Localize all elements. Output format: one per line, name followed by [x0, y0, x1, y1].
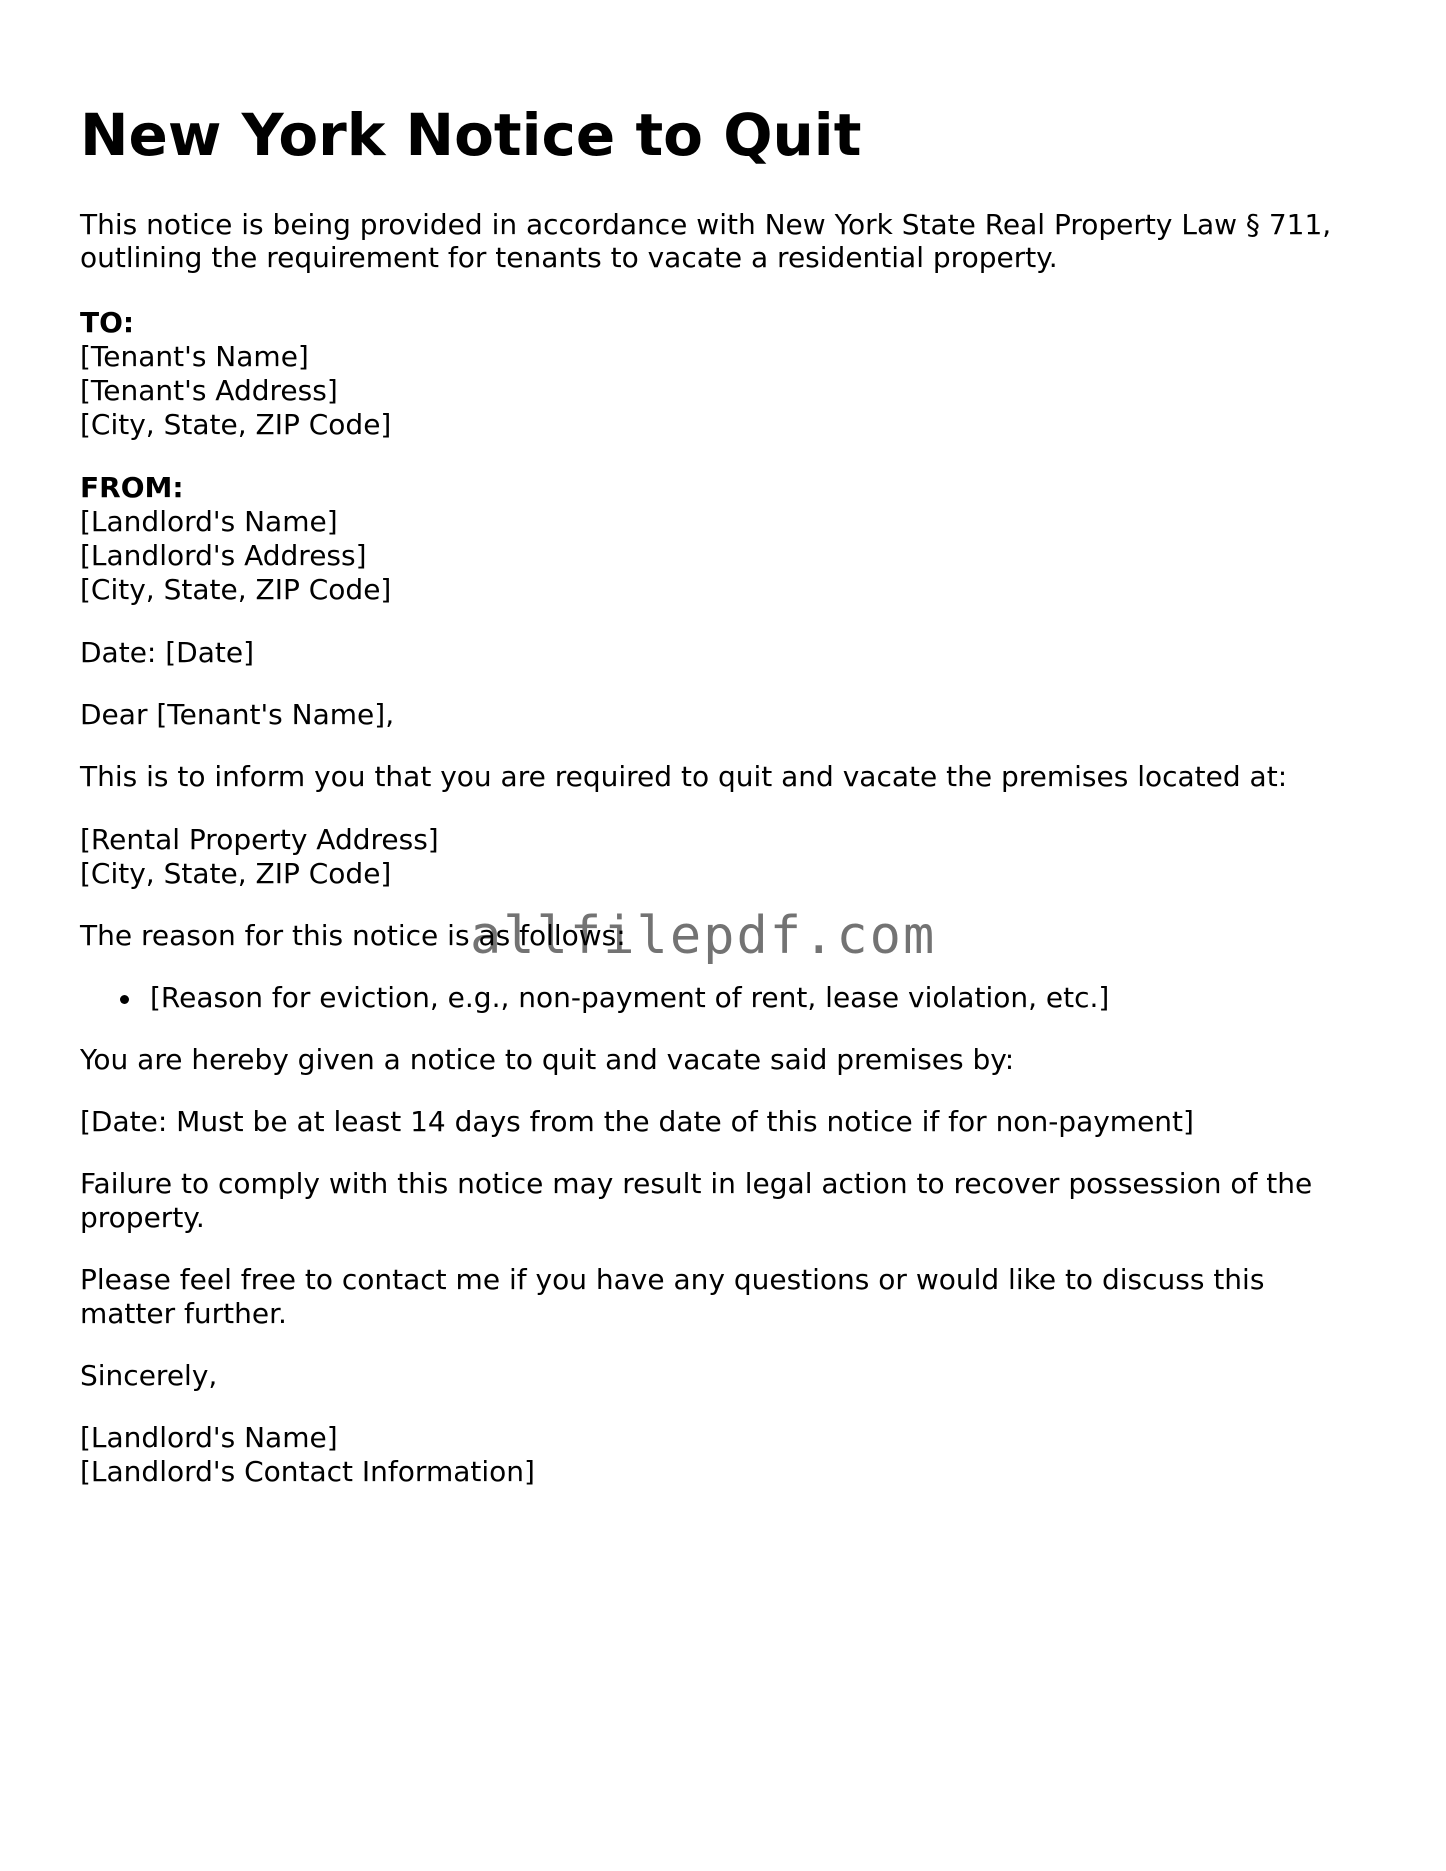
intro-line-1: This notice is being provided in accordance with New York State Real Property Law § 711,: [80, 208, 1332, 241]
premises-city: [City, State, ZIP Code]: [80, 857, 392, 890]
landlord-city: [City, State, ZIP Code]: [80, 573, 392, 606]
to-label: TO:: [80, 306, 135, 339]
reason-list-item: [120, 981, 1109, 1015]
tenant-name: [Tenant's Name]: [80, 340, 309, 373]
intro-line-2: outlining the requirement for tenants to vacate a residential property.: [80, 241, 1058, 274]
salutation: Dear [Tenant's Name],: [80, 698, 395, 731]
premises-address: [Rental Property Address]: [80, 823, 439, 856]
reason-text: [Reason for eviction, e.g., non-payment of rent, lease violation, etc.]: [150, 981, 1110, 1014]
failure-line-1: Failure to comply with this notice may result in legal action to recover possession of the: [80, 1167, 1313, 1200]
landlord-name: [Landlord's Name]: [80, 505, 338, 538]
contact-line-1: Please feel free to contact me if you have any questions or would like to discuss this: [80, 1263, 1265, 1296]
date-line: Date: [Date]: [80, 636, 255, 669]
watermark-text: allfilepdf.com: [470, 906, 937, 966]
document-title: New York Notice to Quit: [80, 101, 862, 169]
contact-line-2: matter further.: [80, 1297, 287, 1330]
tenant-city: [City, State, ZIP Code]: [80, 408, 392, 441]
from-label: FROM:: [80, 471, 184, 504]
signature-name: [Landlord's Name]: [80, 1421, 338, 1454]
signature-contact: [Landlord's Contact Information]: [80, 1455, 535, 1488]
failure-line-2: property.: [80, 1201, 205, 1234]
inform-line: This is to inform you that you are required to quit and vacate the premises located at:: [80, 760, 1288, 793]
bullet-icon: [120, 995, 129, 1004]
landlord-address: [Landlord's Address]: [80, 539, 367, 572]
tenant-address: [Tenant's Address]: [80, 374, 338, 407]
deadline-line: [Date: Must be at least 14 days from the date of this notice if for non-payment]: [80, 1105, 1194, 1138]
reason-list: [120, 981, 1109, 1015]
reason-intro: The reason for this notice is as follows:: [80, 919, 626, 952]
notice-line: You are hereby given a notice to quit and vacate said premises by:: [80, 1043, 1015, 1076]
closing: Sincerely,: [80, 1359, 218, 1392]
